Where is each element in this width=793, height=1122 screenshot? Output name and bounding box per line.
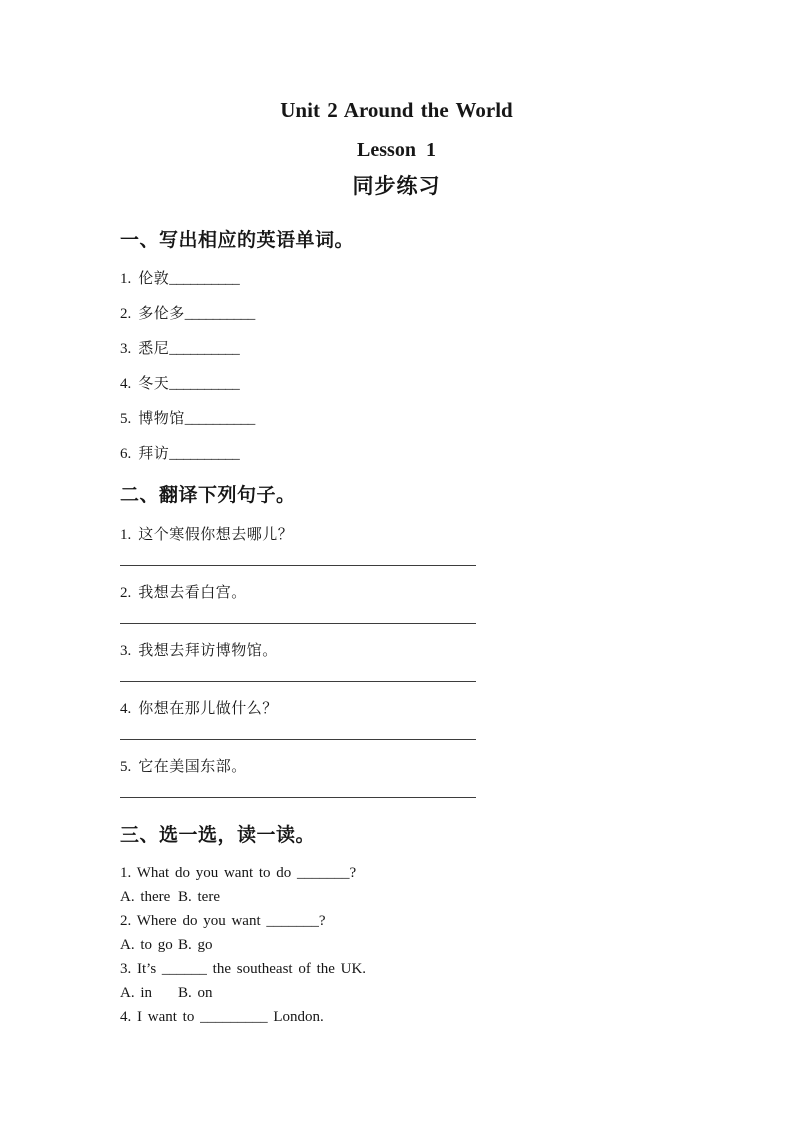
word-item-text: 多伦多	[138, 306, 185, 322]
option-b: B. tere	[178, 889, 220, 905]
answer-line	[120, 623, 476, 624]
question-line: 4. I want to _________ London.	[120, 1009, 324, 1025]
sentence-item	[120, 699, 480, 720]
word-item	[120, 304, 480, 325]
sentence-item-text: 我想去看白宫。	[138, 585, 247, 601]
sentence-item-number: 2.	[120, 585, 132, 601]
sentence-item	[120, 641, 480, 662]
section-two-heading: 二、翻译下列句子。	[120, 485, 296, 506]
sentence-item-number: 1.	[120, 527, 132, 543]
word-list	[120, 269, 480, 465]
word-item-blank: __________	[169, 446, 240, 462]
options-line	[120, 933, 480, 957]
word-item-number: 4.	[120, 376, 132, 392]
word-item-number: 1.	[120, 271, 132, 287]
sentence-item-text: 你想在那儿做什么？	[138, 701, 278, 717]
word-item-blank: __________	[184, 411, 255, 427]
unit-title: Unit 2 Around the World	[280, 98, 513, 122]
options-line	[120, 981, 480, 1005]
sentence-item-number: 5.	[120, 759, 132, 775]
word-item-number: 6.	[120, 446, 132, 462]
sentence-item	[120, 525, 480, 546]
word-item-text: 悉尼	[138, 341, 170, 357]
word-item-text: 博物馆	[138, 411, 185, 427]
word-item-text: 冬天	[138, 376, 170, 392]
sentence-item-number: 3.	[120, 643, 132, 659]
sentence-item-number: 4.	[120, 701, 132, 717]
quiz-list	[120, 861, 480, 1029]
section-one-heading: 一、写出相应的英语单词。	[120, 230, 355, 251]
answer-line	[120, 739, 476, 740]
worksheet-subtitle: 同步练习	[352, 175, 441, 198]
options-line	[120, 885, 480, 909]
sentence-item	[120, 583, 480, 604]
word-item	[120, 339, 480, 360]
word-item	[120, 269, 480, 290]
answer-line	[120, 565, 476, 566]
word-item-number: 2.	[120, 306, 132, 322]
worksheet-body	[120, 228, 480, 1029]
word-item-number: 3.	[120, 341, 132, 357]
option-a: A. there	[120, 889, 171, 905]
word-item-blank: __________	[169, 341, 240, 357]
option-b: B. on	[178, 985, 213, 1001]
lesson-title: Lesson 1	[357, 139, 436, 161]
sentence-item-text: 这个寒假你想去哪儿？	[138, 527, 294, 543]
word-item	[120, 444, 480, 465]
question-line: 3. It’s ______ the southeast of the UK.	[120, 961, 367, 977]
word-item-text: 伦敦	[138, 271, 170, 287]
sentence-item-text: 我想去拜访博物馆。	[138, 643, 278, 659]
question-line: 2. Where do you want _______?	[120, 913, 326, 929]
option-a: A. in	[120, 985, 152, 1001]
worksheet-header	[0, 0, 793, 201]
word-item-blank: __________	[169, 376, 240, 392]
sentence-list	[120, 525, 480, 798]
sentence-item	[120, 757, 480, 778]
word-item	[120, 409, 480, 430]
option-a: A. to go	[120, 937, 173, 953]
question-line: 1. What do you want to do _______?	[120, 865, 357, 881]
option-b: B. go	[178, 937, 213, 953]
sentence-item-text: 它在美国东部。	[138, 759, 247, 775]
section-three-heading: 三、选一选，读一读。	[120, 825, 316, 846]
word-item	[120, 374, 480, 395]
answer-line	[120, 797, 476, 798]
word-item-number: 5.	[120, 411, 132, 427]
word-item-text: 拜访	[138, 446, 170, 462]
word-item-blank: __________	[169, 271, 240, 287]
word-item-blank: __________	[184, 306, 255, 322]
answer-line	[120, 681, 476, 682]
